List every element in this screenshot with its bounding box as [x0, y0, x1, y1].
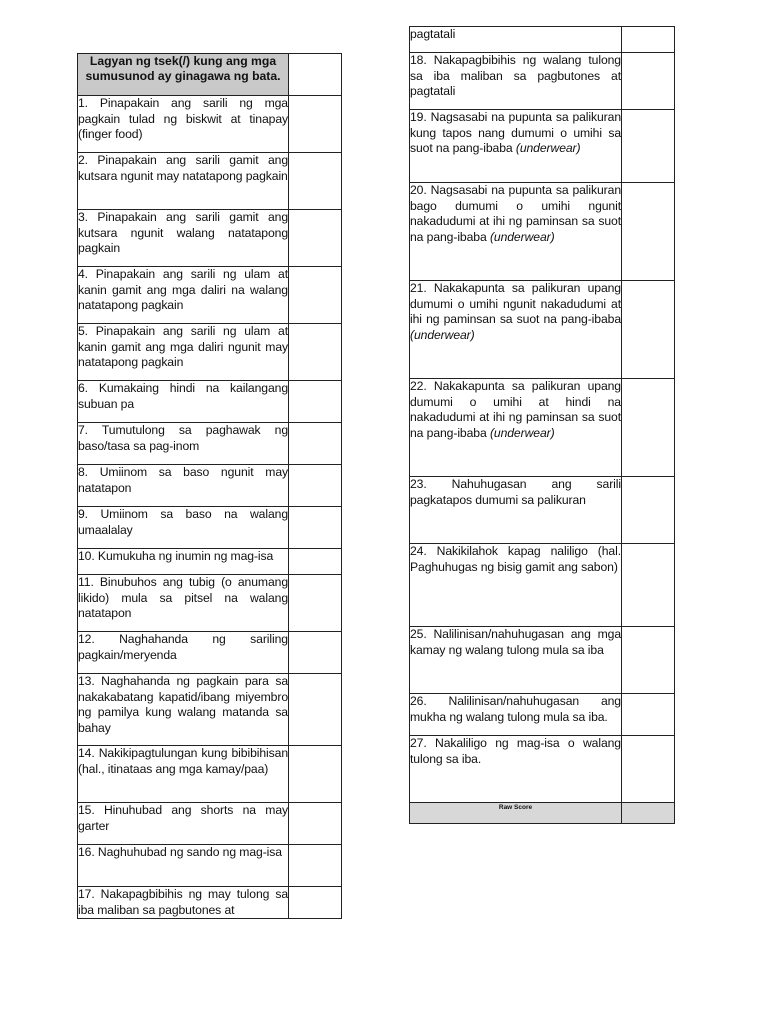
item-label-cell — [410, 110, 622, 183]
item-text: 13. Naghahanda ng pagkain para sa nakakabatang kapatid/ibang miyembro ng pamilya kung walang matanda sa bahay — [78, 674, 288, 735]
item-text: 20. Nagsasabi na pupunta sa palikuran bago dumumi o umihi ngunit nakadudumi at ihi ng paminsan sa suot na pang-ibaba — [410, 183, 621, 244]
item-label-cell — [78, 746, 289, 803]
checkmark-cell[interactable] — [289, 465, 342, 507]
checklist-row — [410, 281, 675, 379]
checklist-row — [410, 379, 675, 477]
item-label-cell — [78, 324, 289, 381]
item-label-cell — [78, 507, 289, 549]
checkmark-cell[interactable] — [622, 627, 675, 694]
item-label-cell — [410, 53, 622, 110]
checkmark-cell[interactable] — [289, 887, 342, 919]
checkmark-cell[interactable] — [289, 575, 342, 632]
item-text: 19. Nagsasabi na pupunta sa palikuran kung tapos nang dumumi o umihi sa suot na pang-ibaba — [410, 110, 621, 156]
header-row — [78, 54, 342, 96]
item-label-cell — [78, 803, 289, 845]
checkmark-cell[interactable] — [622, 477, 675, 544]
item-text: 8. Umiinom sa baso ngunit may natatapon — [78, 465, 288, 495]
checklist-row — [78, 381, 342, 423]
item-label-cell — [78, 465, 289, 507]
item-text: 10. Kumukuha ng inumin ng mag-isa — [78, 549, 274, 563]
item-label-cell — [78, 549, 289, 575]
item-label-cell — [78, 887, 289, 919]
checklist-row — [78, 632, 342, 674]
item-text: 16. Naghuhubad ng sando ng mag-isa — [78, 845, 282, 859]
item-label-cell — [410, 736, 622, 803]
item-text: 24. Nakikilahok kapag naliligo (hal. Paghuhugas ng bisig gamit ang sabon) — [410, 544, 621, 574]
item-text: 6. Kumakaing hindi na kailangang subuan pa — [78, 381, 288, 411]
raw-score-value-cell[interactable] — [622, 803, 675, 824]
item-label-cell — [78, 96, 289, 153]
checkmark-cell[interactable] — [289, 210, 342, 267]
checklist-row — [410, 477, 675, 544]
checkmark-cell[interactable] — [622, 110, 675, 183]
item-text: 27. Nakaliligo ng mag-isa o walang tulong sa iba. — [410, 736, 621, 766]
checklist-row — [78, 803, 342, 845]
checklist-row — [410, 53, 675, 110]
checkmark-cell[interactable] — [289, 549, 342, 575]
item-text: 23. Nahuhugasan ang sarili pagkatapos dumumi sa palikuran — [410, 477, 621, 507]
checklist-row — [410, 27, 675, 53]
item-text: 15. Hinuhubad ang shorts na may garter — [78, 803, 288, 833]
checklist-row — [78, 465, 342, 507]
checkmark-cell[interactable] — [622, 694, 675, 736]
right-table-body — [410, 27, 675, 824]
checklist-row — [410, 694, 675, 736]
checklist-row — [410, 183, 675, 281]
checkmark-cell[interactable] — [289, 674, 342, 746]
item-label-cell — [410, 379, 622, 477]
checkmark-cell[interactable] — [289, 746, 342, 803]
item-text: 12. Naghahanda ng sariling pagkain/meryenda — [78, 632, 288, 662]
checkmark-cell[interactable] — [289, 632, 342, 674]
item-label-cell — [78, 674, 289, 746]
checklist-row — [78, 210, 342, 267]
checkmark-cell[interactable] — [289, 803, 342, 845]
raw-score-row — [410, 803, 675, 824]
item-text: pagtatali — [410, 27, 456, 41]
checklist-table-right — [409, 26, 675, 824]
item-text: 17. Nakapagbibihis ng may tulong sa iba maliban sa pagbutones at — [78, 887, 288, 917]
checkmark-cell[interactable] — [289, 153, 342, 210]
raw-score-label: Raw Score — [410, 803, 622, 824]
item-text: 9. Umiinom sa baso na walang umaalalay — [78, 507, 288, 537]
checkmark-cell[interactable] — [622, 183, 675, 281]
header-blank-cell — [289, 54, 342, 96]
checklist-row — [78, 887, 342, 919]
checkmark-cell[interactable] — [289, 507, 342, 549]
checkmark-cell[interactable] — [289, 96, 342, 153]
checklist-row — [78, 423, 342, 465]
item-label-cell — [78, 381, 289, 423]
item-text: 5. Pinapakain ang sarili ng ulam at kanin gamit ang mga daliri ngunit may natatapong pagkain — [78, 324, 288, 370]
item-text: 21. Nakakapunta sa palikuran upang dumumi o umihi ngunit nakadudumi at ihi ng paminsan sa suot na pang-ibaba — [410, 281, 621, 327]
item-text: 25. Nalilinisan/nahuhugasan ang mga kamay ng walang tulong mula sa iba — [410, 627, 621, 657]
checkmark-cell[interactable] — [622, 281, 675, 379]
item-note: (underwear) — [515, 141, 581, 156]
item-note: (underwear) — [410, 327, 475, 342]
left-table-body — [78, 54, 342, 919]
item-text: 3. Pinapakain ang sarili gamit ang kutsara ngunit walang natatapong pagkain — [78, 210, 288, 256]
item-text: 22. Nakakapunta sa palikuran upang dumumi o umihi at hindi na nakadudumi at ihi ng paminsan sa suot na pang-ibaba — [410, 379, 621, 440]
item-text: 2. Pinapakain ang sarili gamit ang kutsara ngunit may natatapong pagkain — [78, 153, 288, 183]
checkmark-cell[interactable] — [289, 324, 342, 381]
checklist-row — [410, 627, 675, 694]
item-label-cell — [410, 544, 622, 627]
checklist-row — [78, 324, 342, 381]
item-text: 11. Binubuhos ang tubig (o anumang likido) mula sa pitsel na walang natatapon — [78, 575, 288, 621]
checklist-row — [78, 549, 342, 575]
instruction-header: Lagyan ng tsek(/) kung ang mga sumusunod ay ginagawa ng bata. — [78, 54, 289, 96]
item-label-cell — [410, 183, 622, 281]
checklist-row — [78, 845, 342, 887]
item-label-cell — [410, 627, 622, 694]
item-label-cell — [410, 477, 622, 544]
item-label-cell — [78, 632, 289, 674]
checkmark-cell[interactable] — [622, 544, 675, 627]
checklist-table-left — [77, 53, 342, 919]
checkmark-cell[interactable] — [622, 53, 675, 110]
item-text: 7. Tumutulong sa paghawak ng baso/tasa sa pag-inom — [78, 423, 288, 453]
item-label-cell — [410, 27, 622, 53]
item-text: 14. Nakikipagtulungan kung bibibihisan (hal., itinataas ang mga kamay/paa) — [78, 746, 288, 776]
item-text: 26. Nalilinisan/nahuhugasan ang mukha ng walang tulong mula sa iba. — [410, 694, 621, 724]
item-label-cell — [410, 694, 622, 736]
item-label-cell — [78, 153, 289, 210]
item-text: 4. Pinapakain ang sarili ng ulam at kanin gamit ang mga daliri na walang natatapong pagkain — [78, 267, 288, 313]
checklist-row — [78, 575, 342, 632]
item-note: (underwear) — [489, 229, 555, 244]
checkmark-cell[interactable] — [622, 27, 675, 53]
checklist-row — [78, 674, 342, 746]
checklist-row — [78, 153, 342, 210]
checkmark-cell[interactable] — [289, 423, 342, 465]
checkmark-cell[interactable] — [622, 736, 675, 803]
checklist-row — [410, 736, 675, 803]
checkmark-cell[interactable] — [289, 267, 342, 324]
checkmark-cell[interactable] — [289, 845, 342, 887]
item-label-cell — [78, 575, 289, 632]
checkmark-cell[interactable] — [622, 379, 675, 477]
item-label-cell — [78, 267, 289, 324]
checklist-row — [410, 110, 675, 183]
checklist-row — [410, 544, 675, 627]
checklist-row — [78, 267, 342, 324]
item-note: (underwear) — [489, 425, 555, 440]
checklist-row — [78, 96, 342, 153]
checkmark-cell[interactable] — [289, 381, 342, 423]
item-text: 1. Pinapakain ang sarili ng mga pagkain tulad ng biskwit at tinapay (finger food) — [78, 96, 288, 142]
item-label-cell — [78, 210, 289, 267]
checklist-row — [78, 507, 342, 549]
item-label-cell — [78, 423, 289, 465]
item-text: 18. Nakapagbibihis ng walang tulong sa iba maliban sa pagbutones at pagtatali — [410, 53, 621, 99]
item-label-cell — [410, 281, 622, 379]
item-label-cell — [78, 845, 289, 887]
checklist-row — [78, 746, 342, 803]
